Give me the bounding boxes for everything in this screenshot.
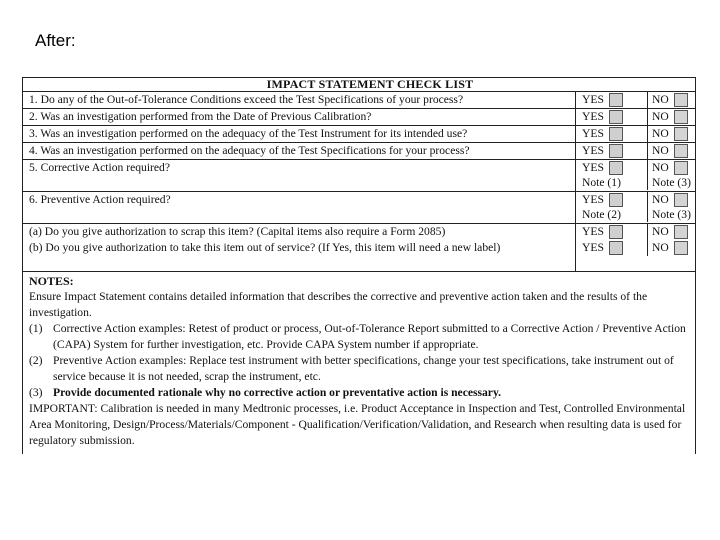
question-6: 6. Preventive Action required? [23,191,575,223]
question-4: 4. Was an investigation performed on the adequacy of the Test Specifications for your process? [23,142,575,159]
note-label: Preventive Action examples: [53,354,187,367]
yes-checkbox[interactable] [609,241,623,255]
no-checkbox[interactable] [674,161,688,175]
note-item-2 [29,353,689,385]
note-text: Retest of product or process, Out-of-Tolerance Report submitted to a Corrective Action / Preventive Action (CAPA) System for further investigation, etc. Provide CAPA System number if appropriate. [53,322,686,351]
no-label: NO [652,192,669,206]
yes-checkbox[interactable] [609,93,623,107]
yes-checkbox[interactable] [609,110,623,124]
answer-row-authorization [576,223,696,271]
note-text: Provide documented rationale why no corrective action or preventative action is necessary. [53,386,502,399]
yes-label: YES [582,160,604,174]
question-a: (a) Do you give authorization to scrap this item? (Capital items also require a Form 2085) [29,225,446,238]
yes-label: YES [582,241,604,254]
important-text: IMPORTANT: Calibration is needed in many Medtronic processes, i.e. Product Acceptance in Inspection and Test, Controlled Environmental Area Monitoring, Design/Process/Materials/Component - Qualification/Verification/Validation, and Research when resulting data is used for regulatory submission. [29,402,686,447]
yes-note: Note (1) [582,175,621,189]
yes-label: YES [582,225,604,238]
checklist-table [23,78,695,272]
slide-heading: After: [35,31,76,50]
no-note: Note (3) [647,175,696,190]
notes-section [23,272,695,449]
note-text: Replace test instrument with better specifications, change your test specifications, take instrument out of service because it is not needed, scrap the instrument, etc. [53,354,674,383]
yes-checkbox[interactable] [609,225,623,239]
checklist-title: IMPACT STATEMENT CHECK LIST [266,77,474,91]
note-number: (1) [29,322,43,335]
no-checkbox[interactable] [674,127,688,141]
yes-label: YES [582,127,604,140]
answer-row-1 [576,91,696,108]
note-item-3 [29,385,689,401]
no-label: NO [652,160,669,174]
yes-checkbox[interactable] [609,127,623,141]
yes-note: Note (2) [582,207,621,221]
impact-statement-form [22,77,696,454]
note-number: (2) [29,354,43,367]
no-checkbox[interactable] [674,93,688,107]
no-label: NO [652,110,669,123]
yes-label: YES [582,192,604,206]
yes-checkbox[interactable] [609,144,623,158]
no-label: NO [652,241,669,254]
question-1: 1. Do any of the Out-of-Tolerance Conditions exceed the Test Specifications of your process? [23,91,575,108]
no-checkbox[interactable] [674,144,688,158]
answer-row-2 [576,108,696,125]
no-label: NO [652,93,669,106]
yes-checkbox[interactable] [609,193,623,207]
no-label: NO [652,225,669,238]
note-number: (3) [29,386,43,399]
question-5: 5. Corrective Action required? [23,159,575,191]
yes-checkbox[interactable] [609,161,623,175]
question-authorization [23,223,575,271]
answer-row-4 [576,142,696,159]
no-label: NO [652,144,669,157]
questions-column [23,91,576,271]
answers-column [576,91,696,271]
yes-label: YES [582,144,604,157]
note-item-1 [29,321,689,353]
note-label: Corrective Action examples: [53,322,186,335]
answer-row-5 [576,159,696,191]
yes-label: YES [582,93,604,106]
no-checkbox[interactable] [674,225,688,239]
yes-label: YES [582,110,604,123]
answer-row-3 [576,125,696,142]
notes-title: NOTES: [29,274,74,288]
no-checkbox[interactable] [674,241,688,255]
no-checkbox[interactable] [674,193,688,207]
question-b: (b) Do you give authorization to take this item out of service? (If Yes, this item will need a new label) [29,241,501,254]
no-label: NO [652,127,669,140]
no-checkbox[interactable] [674,110,688,124]
answer-row-6 [576,191,696,223]
notes-intro: Ensure Impact Statement contains detailed information that describes the corrective and preventive action taken and the results of the investigation. [29,290,648,319]
question-2: 2. Was an investigation performed from the Date of Previous Calibration? [23,108,575,125]
no-note: Note (3) [647,207,696,222]
question-3: 3. Was an investigation performed on the adequacy of the Test Instrument for its intended use? [23,125,575,142]
